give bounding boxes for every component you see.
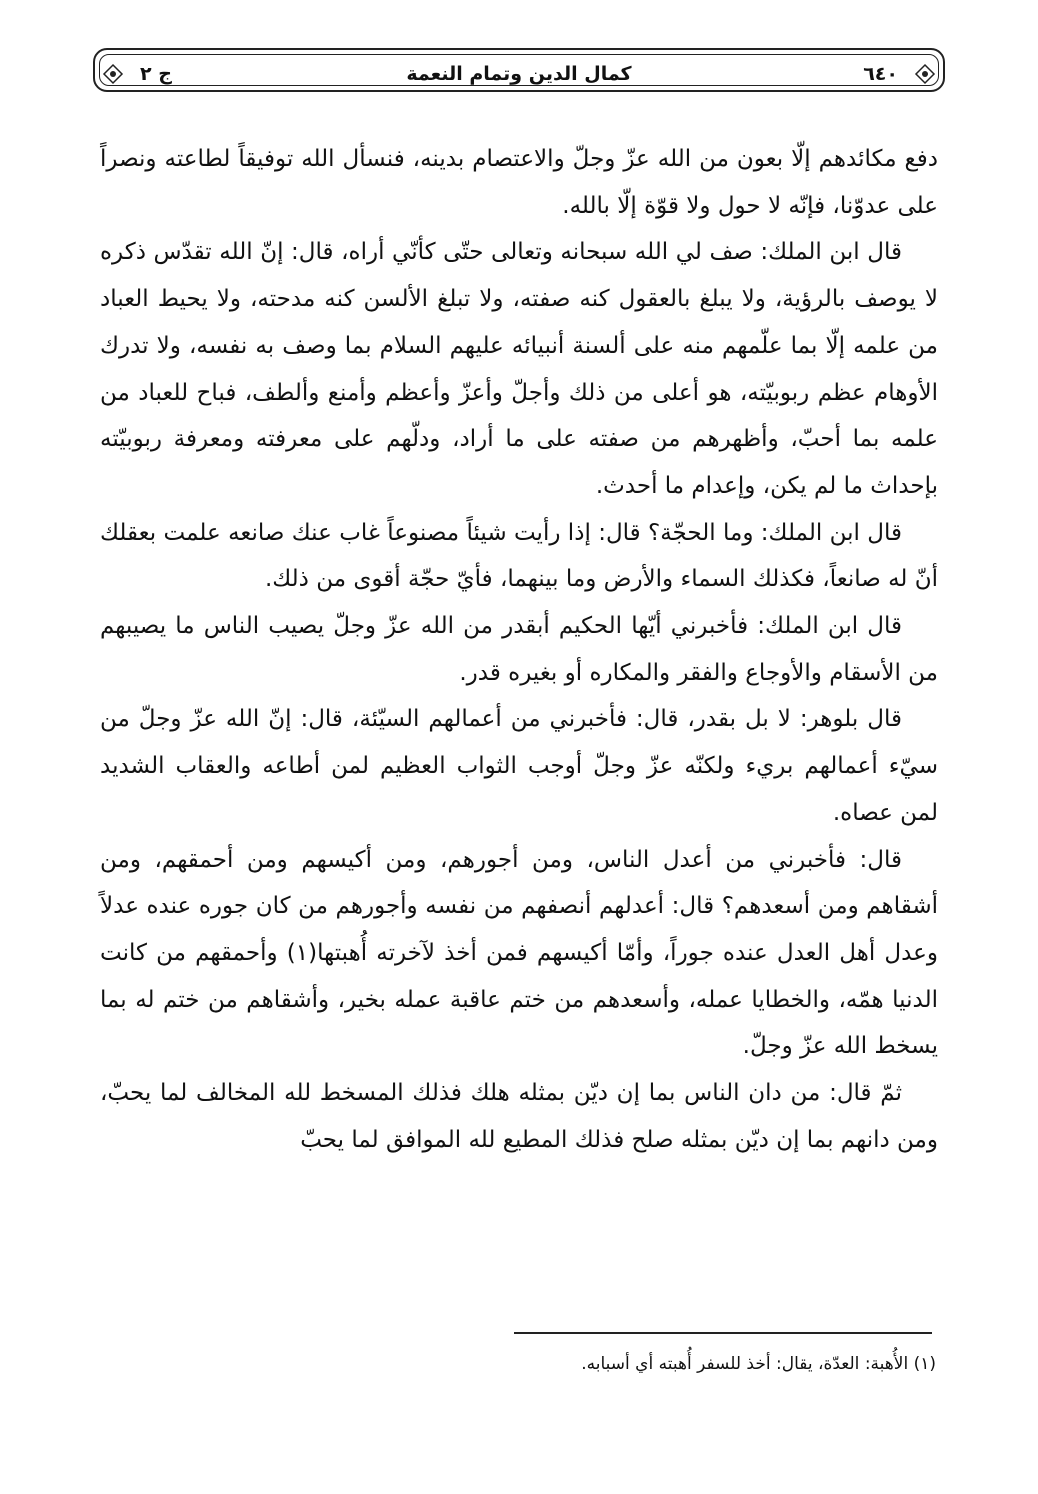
header-frame	[99, 54, 939, 86]
paragraph: قال ابن الملك: فأخبرني أيّها الحكيم أبقدر من الله عزّ وجلّ يصيب الناس ما يصيبهم من الأسقام والأوجاع والفقر والمكاره أو بغيره قدر.	[100, 613, 938, 686]
footnote-divider	[514, 1332, 932, 1334]
paragraph: قال ابن الملك: وما الحجّة؟ قال: إذا رأيت شيئاً مصنوعاً غاب عنك صانعه علمت بعقلك أنّ له صانعاً، فكذلك السماء والأرض وما بينهما، فأيّ حجّة أقوى من ذلك.	[100, 519, 938, 593]
paragraph: دفع مكائدهم إلّا بعون من الله عزّ وجلّ والاعتصام بدينه، فنسأل الله توفيقاً لطاعته ونصراً على عدوّنا، فإنّه لا حول ولا قوّة إلّا بالله.	[100, 146, 938, 219]
running-header	[93, 48, 945, 92]
paragraph: قال: فأخبرني من أعدل الناس، ومن أجورهم، ومن أكيسهم ومن أحمقهم، ومن أشقاهم ومن أسعدهم؟ قال: أعدلهم أنصفهم من نفسه وأجورهم من كان جوره عنده عدلاً وعدل أهل العدل عنده جوراً، وأمّا أكيسهم فمن أخذ لآخرته أُهبتها(١) وأحمقهم من كانت الدنيا همّه، والخطايا عمله، وأسعدهم من ختم عاقبة عمله بخير، وأشقاهم من ختم له بما يسخط الله عزّ وجلّ.	[100, 846, 938, 1060]
paragraph: ثمّ قال: من دان الناس بما إن ديّن بمثله هلك فذلك المسخط لله المخالف لما يحبّ، ومن دانهم بما إن ديّن بمثله صلح فذلك المطيع لله الموافق لما يحبّ	[100, 1080, 938, 1153]
paragraph: قال بلوهر: لا بل بقدر، قال: فأخبرني من أعمالهم السيّئة، قال: إنّ الله عزّ وجلّ من سيّء أعمالهم بريء ولكنّه عزّ وجلّ أوجب الثواب العظيم لمن أطاعه والعقاب الشديد لمن عصاه.	[100, 706, 938, 826]
book-title: كمال الدين وتمام النعمة	[406, 63, 632, 85]
main-text	[100, 136, 938, 1163]
ornament-icon	[914, 63, 936, 85]
page-number: ٦٤٠	[863, 63, 898, 85]
footnote: (١) الأُهبة: العدّة، يقال: أخذ للسفر أُهبته أي أسبابه.	[581, 1354, 936, 1374]
paragraph: قال ابن الملك: صف لي الله سبحانه وتعالى حتّى كأنّي أراه، قال: إنّ الله تقدّس ذكره لا يوصف بالرؤية، ولا يبلغ بالعقول كنه صفته، ولا تبلغ الألسن كنه مدحته، ولا يحيط العباد من علمه إلّا بما علّمهم منه على ألسنة أنبيائه عليهم السلام بما وصف به نفسه، ولا تدرك الأوهام عظم ربوبيّته، هو أعلى من ذلك وأجلّ وأعزّ وأعظم وأمنع وألطف، فباح للعباد من علمه بما أحبّ، وأظهرهم من صفته على ما أراد، ودلّهم على معرفته ومعرفة ربوبيّته بإحداث ما لم يكن، وإعدام ما أحدث.	[100, 239, 938, 499]
volume-label: ج ٢	[140, 63, 172, 85]
